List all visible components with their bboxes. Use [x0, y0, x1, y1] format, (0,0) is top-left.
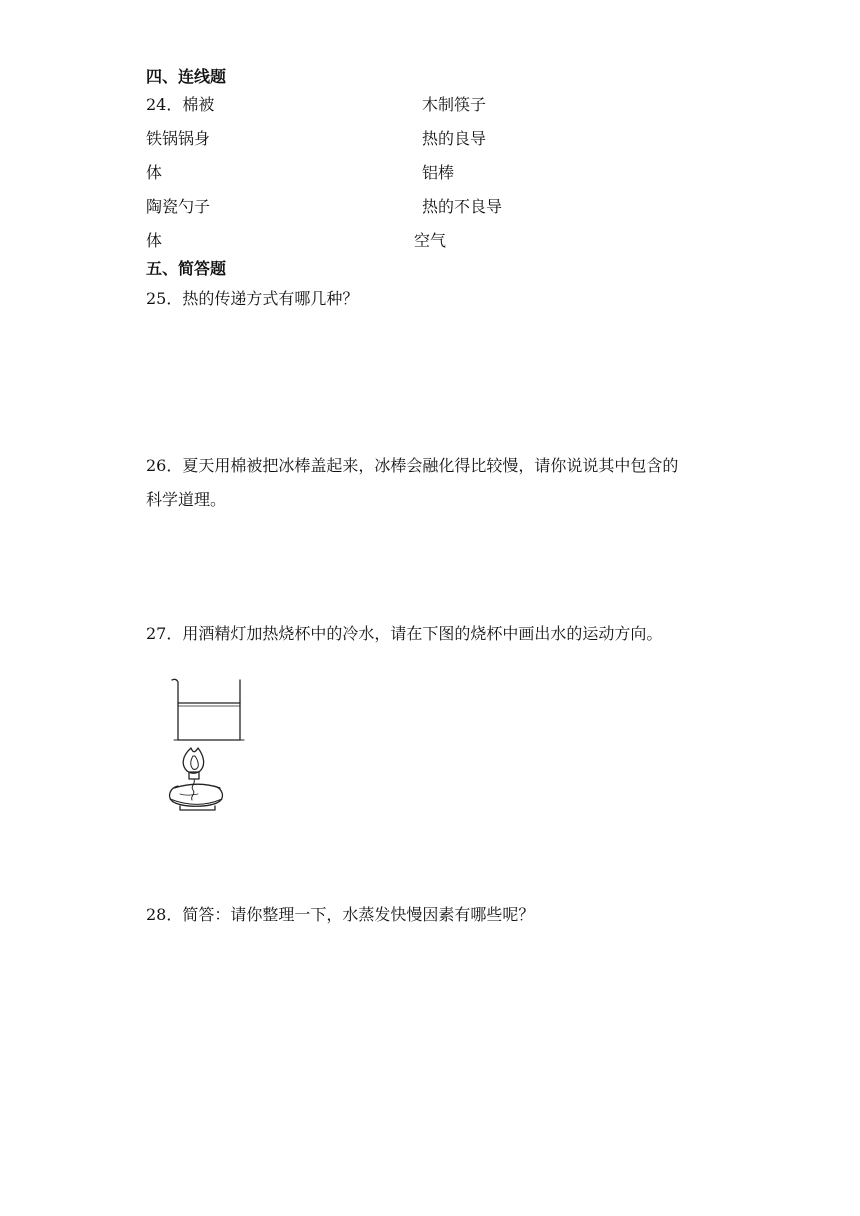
section-5-title: 五、简答题 [146, 259, 227, 278]
left-item-2: 铁锅锅身 [146, 129, 211, 148]
question-25: 25．热的传递方式有哪几种？ [146, 289, 359, 308]
right-item-4: 热的不良导 [422, 197, 503, 216]
right-item-2: 热的良导 [422, 129, 487, 148]
right-item-5: 空气 [414, 231, 447, 250]
left-item-1: 24．棉被 [146, 95, 215, 114]
left-item-5: 体 [146, 231, 163, 250]
left-item-3: 体 [146, 163, 163, 182]
section-4-title: 四、连线题 [146, 67, 227, 86]
question-26-line-1: 26．夏天用棉被把冰棒盖起来，冰棒会融化得比较慢，请你说说其中包含的 [146, 456, 679, 475]
right-item-3: 铝棒 [422, 163, 455, 182]
question-27: 27．用酒精灯加热烧杯中的冷水，请在下图的烧杯中画出水的运动方向。 [146, 624, 663, 643]
question-26-line-2: 科学道理。 [146, 490, 227, 509]
question-28: 28．简答：请你整理一下，水蒸发快慢因素有哪些呢？ [146, 905, 535, 924]
beaker-over-alcohol-lamp-icon [160, 670, 250, 820]
left-item-4: 陶瓷勺子 [146, 197, 211, 216]
right-item-1: 木制筷子 [422, 95, 487, 114]
